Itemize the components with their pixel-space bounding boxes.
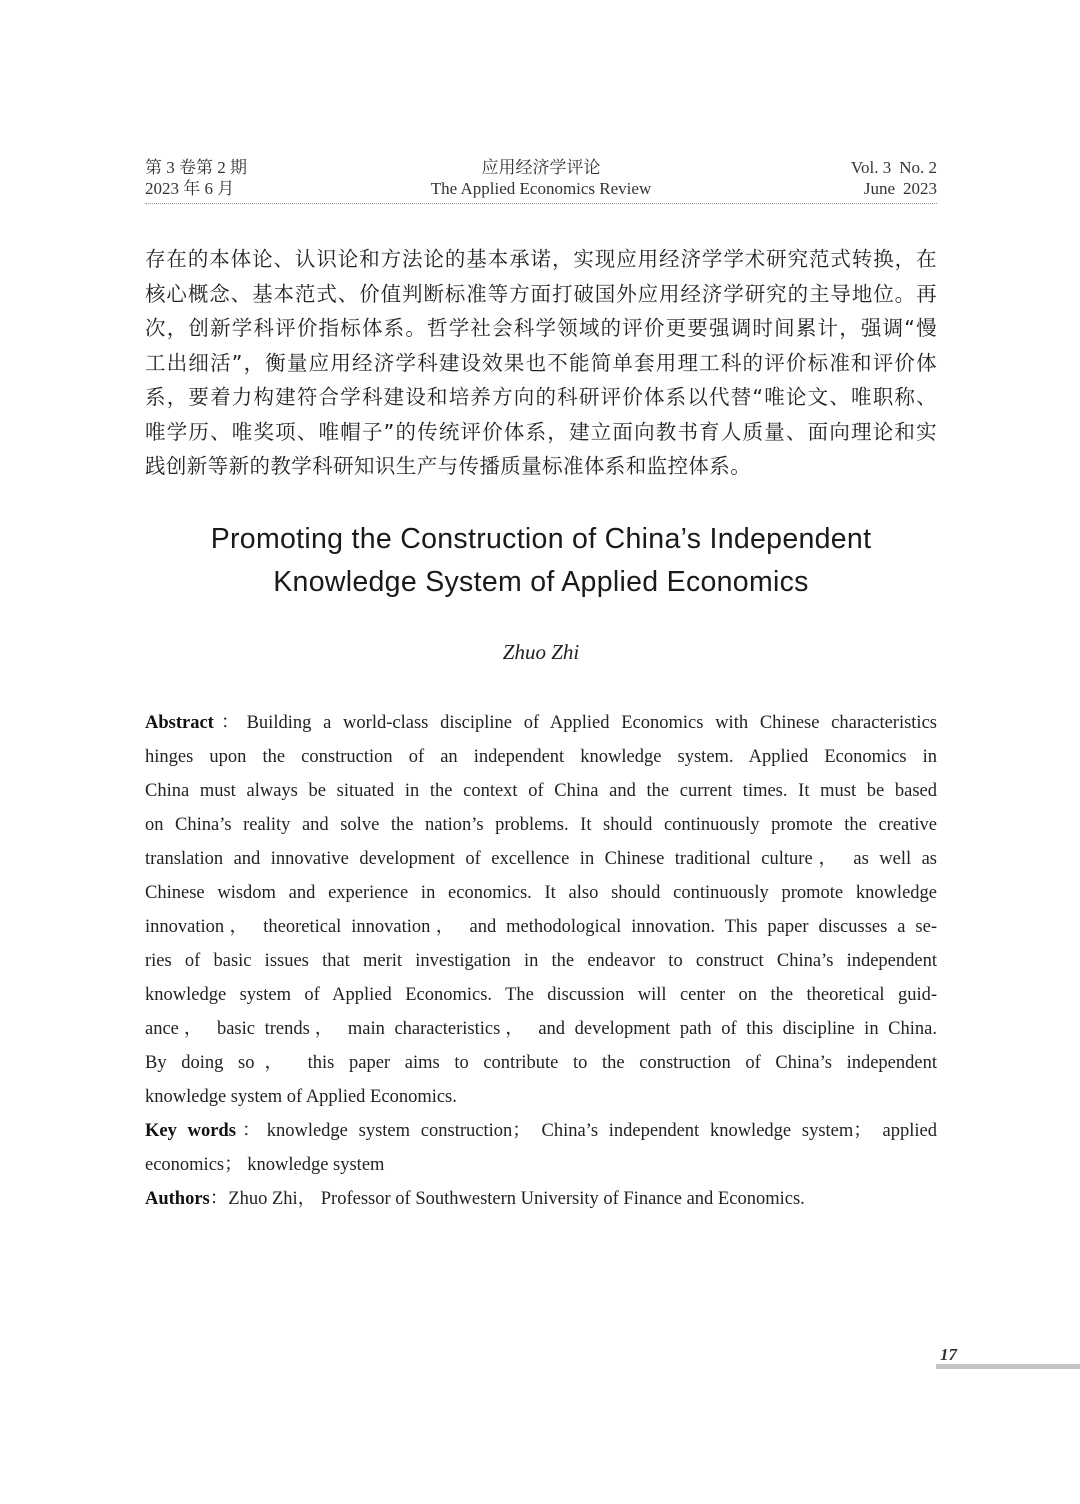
- page-number: 17: [940, 1345, 957, 1364]
- authors-line: [145, 1182, 937, 1216]
- header-journal-name: [145, 157, 937, 199]
- abstract-line: China must always be situated in the context of China and the current times. It must be based: [145, 781, 937, 801]
- header-year: 2023: [903, 179, 937, 198]
- header-vol: Vol. 3: [850, 158, 892, 177]
- title-line: Promoting the Construction of China’s Independent: [210, 523, 872, 555]
- authors-text: Zhuo Zhi， Professor of Southwestern University of Finance and Economics.: [228, 1189, 805, 1209]
- page-footer-bar: [936, 1364, 1080, 1369]
- keywords-label: Key words: [145, 1121, 236, 1141]
- body-line: 存在的本体论、认识论和方法论的基本承诺，实现应用经济学学术研究范式转换，在: [145, 247, 937, 271]
- authors-label: Authors: [145, 1189, 210, 1209]
- body-line: 工出细活”，衡量应用经济学科建设效果也不能简单套用理工科的评价标准和评价体: [145, 350, 937, 375]
- header-volume-issue: 第 3 卷第 2 期: [145, 158, 247, 177]
- body-line: 践创新等新的教学科研知识生产与传播质量标准体系和监控体系。: [145, 454, 752, 478]
- abstract-line: translation and innovative development of excellence in Chinese traditional culture， as well as: [145, 849, 937, 869]
- authors-separator: ：: [209, 1189, 229, 1209]
- abstract-line: innovation， theoretical innovation， and methodological innovation. This paper discusses a se-: [145, 917, 937, 937]
- abstract-label: Abstract: [145, 713, 214, 733]
- keywords-line: [145, 1114, 937, 1148]
- abstract-line: ance， basic trends， main characteristics， and development path of this discipline in China.: [145, 1019, 937, 1039]
- journal-name-cn: 应用经济学评论: [481, 158, 601, 177]
- abstract-section: [145, 706, 937, 1216]
- abstract-line: Chinese wisdom and experience in economics. It also should continuously promote knowledge: [145, 883, 937, 903]
- keywords-line: economics； knowledge system: [145, 1155, 385, 1175]
- abstract-line: knowledge system of Applied Economics. The discussion will center on the theoretical guid-: [145, 985, 937, 1005]
- abstract-line: on China’s reality and solve the nation’s problems. It should continuously promote the creative: [145, 815, 937, 835]
- header-date-cn: 2023 年 6 月: [145, 179, 235, 198]
- header-month: June: [863, 179, 895, 198]
- keywords-separator: ：: [235, 1121, 267, 1141]
- keywords-text: knowledge system construction； China’s independent knowledge system； applied: [266, 1121, 937, 1141]
- header-no: No. 2: [899, 158, 937, 177]
- abstract-line: By doing so， this paper aims to contribute to the construction of China’s independent: [145, 1053, 937, 1073]
- paper-title: [145, 518, 937, 604]
- abstract-separator: ：: [213, 713, 247, 733]
- abstract-text: Building a world-class discipline of Applied Economics with Chinese characteristics: [246, 713, 937, 733]
- abstract-line: knowledge system of Applied Economics.: [145, 1087, 457, 1107]
- abstract-line: [145, 706, 937, 740]
- body-line: 唯学历、唯奖项、唯帽子”的传统评价体系，建立面向教书育人质量、面向理论和实: [145, 419, 937, 444]
- body-line: 次，创新学科评价指标体系。哲学社会科学领域的评价更要强调时间累计，强调“慢: [145, 316, 937, 340]
- body-line: 核心概念、基本范式、价值判断标准等方面打破国外应用经济学研究的主导地位。再: [145, 281, 937, 306]
- running-header: [145, 157, 937, 204]
- body-line: 系，要着力构建符合学科建设和培养方向的科研评价体系以代替“唯论文、唯职称、: [145, 385, 937, 409]
- abstract-line: ries of basic issues that merit investigation in the endeavor to construct China’s independent: [145, 951, 937, 971]
- abstract-line: hinges upon the construction of an independent knowledge system. Applied Economics in: [145, 747, 937, 767]
- title-line: Knowledge System of Applied Economics: [273, 566, 809, 598]
- paper-author: Zhuo Zhi: [502, 640, 580, 664]
- chinese-body-paragraph: [145, 242, 937, 484]
- journal-name-en: The Applied Economics Review: [430, 179, 652, 198]
- header-volume-info: [851, 157, 937, 199]
